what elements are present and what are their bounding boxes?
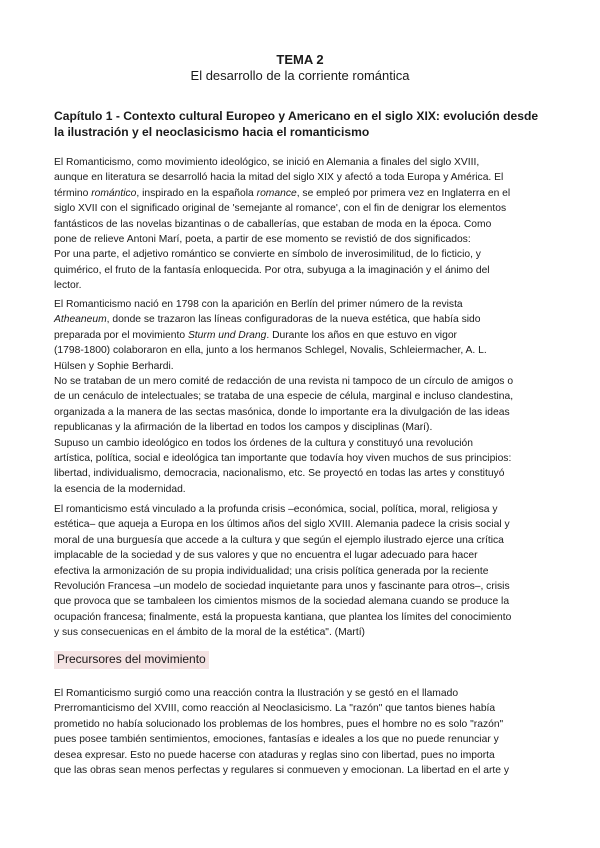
paragraph-romanticism-origin xyxy=(54,155,554,294)
text-line: Por una parte, el adjetivo romántico se convierte en símbolo de inverosimilitud, de lo ficticio, y xyxy=(54,249,481,261)
text-line: Prerromanticismo del XVIII, como reacción al Neoclasicismo. La "razón" que tantos bienes había xyxy=(54,703,496,715)
text-line: libertad, individualismo, democracia, nacionalismo, etc. Se proyectó en todas las artes y constituyó xyxy=(54,468,505,480)
section-heading-precursores: Precursores del movimiento xyxy=(54,651,209,669)
text-line: (1798-1800) colaboraron en ella, junto a los hermanos Schlegel, Novalis, Schleiermacher, A. L. xyxy=(54,345,487,357)
text-line: y sus consecuenicas en el ámbito de la moral de la estética". (Martí) xyxy=(54,627,365,639)
chapter-heading-line-1: Capítulo 1 - Contexto cultural Europeo y Americano en el siglo XIX: evolución desde xyxy=(54,109,539,123)
text-line: Supuso un cambio ideológico en todos los órdenes de la cultura y constituyó una revolución xyxy=(54,437,474,449)
text-line: desea expresar. Esto no puede hacerse con ataduras y reglas sino con libertad, pues no importa xyxy=(54,749,495,761)
paragraph-crisis xyxy=(54,502,554,641)
text-line: que las obras sean menos perfectas y regulares si conmueven y emocionan. La libertad en el arte y xyxy=(54,765,510,777)
text-line: Atheaneum, donde se trazaron las líneas configuradoras de la nueva estética, que había sido xyxy=(54,314,481,326)
text-line: pues posee también sentimientos, emociones, fantasías e ideales a los que no puede renunciar y xyxy=(54,734,499,746)
chapter-heading xyxy=(54,108,554,140)
text-line: término romántico, inspirado en la española romance, se empleó por primera vez en Inglaterra en el xyxy=(54,187,511,199)
paragraph-precursors xyxy=(54,686,554,778)
chapter-heading-line-2: la ilustración y el neoclasicismo hacia el romanticismo xyxy=(54,125,370,139)
text-line: la esencia de la modernidad. xyxy=(54,483,186,495)
text-line: lector. xyxy=(54,280,82,292)
text-line: aunque en literatura se desarrolló hacia la mitad del siglo XIX y afectó a toda Europa y América. El xyxy=(54,172,504,184)
text-line: organizada a la manera de las sectas masónica, donde lo importante era la divulgación de las ideas xyxy=(54,406,510,418)
text-line: que provoca que se tambaleen los cimientos mismos de la sociedad alemana cuando se produce la xyxy=(54,596,510,608)
text-line: de un cenáculo de intelectuales; se trataba de una especie de célula, marginal e incluso clandestina, xyxy=(54,391,514,403)
page-title: TEMA 2 xyxy=(276,52,324,67)
text-line: artística, política, social e ideológica tan importante que todavía hoy viven muchos de sus principios: xyxy=(54,453,512,465)
text-line: pone de relieve Antoni Marí, poeta, a partir de ese momento se revistió de dos significados: xyxy=(54,234,471,246)
text-line: moral de una burguesía que accede a la cultura y que según el ejemplo ilustrado ejerce una crítica xyxy=(54,534,504,546)
text-line: El Romanticismo, como movimiento ideológico, se inició en Alemania a finales del siglo XVIII, xyxy=(54,157,480,168)
text-line: ocupación francesa; finalmente, está la propuesta kantiana, que plantea los límites del conocimiento xyxy=(54,611,512,623)
text-line: El romanticismo está vinculado a la profunda crisis –económica, social, política, moral, religiosa y xyxy=(54,504,498,515)
text-line: implacable de la sociedad y de sus valores y que no encuentra el lugar adecuado para hacer xyxy=(54,550,478,562)
text-line: prometido no había solucionado los problemas de los hombres, pues el hombre no es solo "razón" xyxy=(54,718,504,730)
paragraph-atheaneum xyxy=(54,297,554,497)
text-line: El Romanticismo nació en 1798 con la aparición en Berlín del primer número de la revista xyxy=(54,299,463,310)
text-line: No se trataban de un mero comité de redacción de una revista ni tampoco de un círculo de amigos o xyxy=(54,376,514,388)
text-line: siglo XVII con el significado original de 'semejante al romance', con el fin de denigrar los elementos xyxy=(54,203,507,215)
text-line: El Romanticismo surgió como una reacción contra la Ilustración y se gestó en el llamado xyxy=(54,688,459,699)
text-line: efectiva la armonización de su propia individualidad; una crisis política generada por la reciente xyxy=(54,565,489,577)
text-line: fantásticos de las novelas bizantinas o de caballerías, que estaban de moda en la época. Como xyxy=(54,218,492,230)
text-line: estética– que aqueja a Europa en los últimos años del siglo XVIII. Alemania padece la crisis social y xyxy=(54,519,510,531)
text-line: Revolución Francesa –un modelo de sociedad inquietante para unos y fascinante para otros–, crisis xyxy=(54,581,510,593)
text-line: Hülsen y Sophie Berhardi. xyxy=(54,360,174,372)
text-line: republicanas y la afirmación de la libertad en todos los campos y disciplinas (Marí). xyxy=(54,422,433,434)
page-subtitle: El desarrollo de la corriente romántica xyxy=(190,68,410,83)
text-line: quimérico, el fruto de la fantasía enloquecida. Por otra, subyuga a la imaginación y el ánimo del xyxy=(54,264,490,276)
text-line: preparada por el movimiento Sturm und Drang. Durante los años en que estuvo en vigor xyxy=(54,329,457,341)
